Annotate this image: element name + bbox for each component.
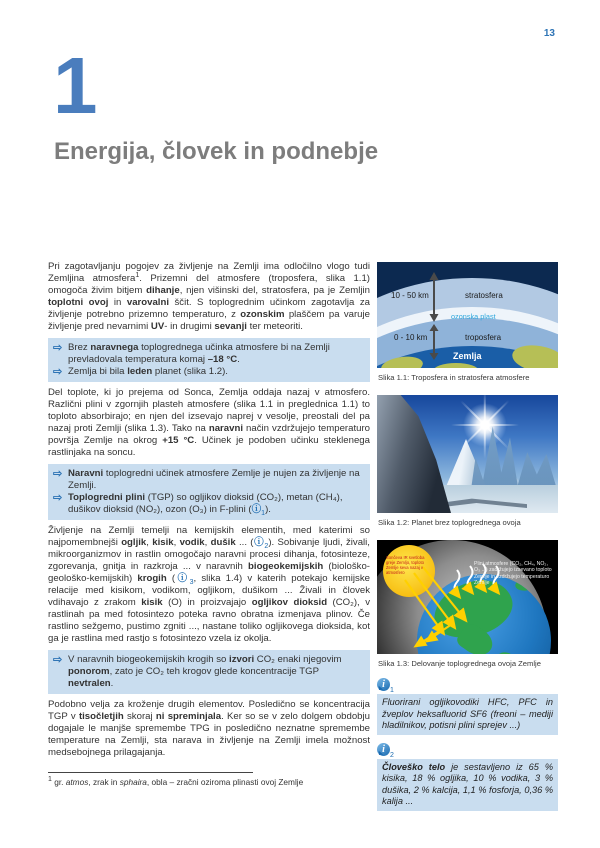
callout-box-2 [48,464,370,520]
info-box-2: Človeško telo je sestavljeno iz 65 % kisika, 18 % ogljika, 10 % vodika, 3 % dušika, 2 % kalcija, 1,1 % fosforja, 0,36 % kalija ... [377,759,558,811]
label-troposphere: troposfera [465,333,502,342]
page-number: 13 [543,28,555,39]
paragraph-1: Pri zagotavljanju pogojev za življenje na Zemlji ima odločilno vlogo tudi Zemljina atmosfera$^1$. Prizemni del atmosfere (troposfera, slika 1.1) omogoča živim bitjem dihanje, njen višinski del, stratosfera, pa je Zemljin toplotni ovoj in varovalni ščit. S toplogrednim učinkom zagotavlja za življenje potrebno prizemno temperaturo, z ozonskim plaščem pa varuje življenje pred nevarnimi UV- in drugimi sevanji ter meteoriti. [48,261,371,332]
range-arrow-icon [428,324,440,360]
info-subscript: 2 [390,751,394,759]
info-marker-2 [377,741,558,757]
callout-item [53,366,364,378]
callout-text: Naravni toplogredni učinek atmosfere Zemlje je nujen za življenje na Zemlji. [68,468,360,491]
footnote [48,772,370,788]
info-box-1: Fluorirani ogljikovodiki HFC, PFC in žveplov heksafluorid SF6 (freoni – mediji hladilnikov, potisni plini sprejev ...) [377,694,558,735]
callout-box-1 [48,338,370,382]
body-column [48,261,370,764]
info-icon: i [377,743,390,756]
figure-atmosphere-diagram [377,262,558,368]
footnote-text: $^1$ gr. atmos, zrak in sphaira, obla – zračni oziroma plinasti ovoj Zemlje [48,776,304,787]
callout-text: Toplogredni plini (TGP) so ogljikov dioksid (CO₂), metan (CH₄), dušikov dioksid (NO₂), ozon (O₃) in F-plini $(ⓘ_1)$. [68,492,343,517]
figure-caption-1-3: Slika 1.3: Delovanje toplogrednega ovoja Zemlje [378,659,541,668]
callout-item [53,492,364,516]
figure-caption-1-1: Slika 1.1: Troposfera in stratosfera atmosfere [378,373,530,382]
callout-item [53,342,364,366]
figure-caption-1-2: Slika 1.2: Planet brez toplogrednega ovoja [378,518,521,527]
footnote-rule [48,772,253,773]
arrow-bullet-icon: ⇨ [53,342,63,354]
label-troposphere-range: 0 - 10 km [394,333,428,342]
arrow-bullet-icon: ⇨ [53,468,63,480]
callout-text: Zemlja bi bila leden planet (slika 1.2). [68,366,228,377]
arrow-bullet-icon: ⇨ [53,366,63,378]
info-marker-1 [377,676,558,692]
callout-text: Brez naravnega toplogrednega učinka atmosfere bi na Zemlji prevladovala temperatura komaj –18 °C. [68,342,330,365]
label-stratosphere: stratosfera [465,291,503,300]
figure-column [377,262,558,817]
info-subscript: 1 [390,687,394,694]
paragraph-2: Del toplote, ki jo prejema od Sonca, Zemlja oddaja nazaj v atmosfero. Različni plini v zgornjih plasteh atmosfere (slika 1.1 in preglednica 1.1) to toploto absorbirajo; en njen del izsevajo naprej v vesolje, preostali del pa nazaj proti Zemlji (slika 1.3). Tako na naravni način vzdržujejo temperaturo površja Zemlje na okrog +15 °C. Učinek je podoben učinku steklenega rastlinjaka na soncu. [48,387,370,458]
paragraph-3: Življenje na Zemlji temelji na kemijskih elementih, med katerimi so najpomembnejši ogljik, kisik, vodik, dušik ... $(ⓘ_2)$. Sobivanje ljudi, živali, mikroorganizmov in rastlin omogočajo naravni procesi dihanja, fotosinteze, zgorevanja, gnitja in razkroja ... v naravnih biogeokemijskih (biološko-geološko-kemijskih) krogih ($ⓘ_3$, slika 1.4) v katerih potekajo kemijske relacije med kisikom, vodikom, ogljikom, dušikom ... Živali in človek vdihavajo z zrakom kisik (O) in proizvajajo ogljikov dioksid (CO₂), v rastlinah pa med fotosintezo poteka ravno obratna izmenjava plinov. Če rastlino sežgemo, pustimo zgniti ..., nastane toliko ogljikovega dioksida, kot ga je rastlina med rastjo s fotosintezo vzela iz okolja. [48,525,371,644]
arrow-bullet-icon: ⇨ [53,654,63,666]
label-earth: Zemlja [453,351,482,361]
label-stratosphere-range: 10 - 50 km [391,291,429,300]
info-icon: i [377,678,390,691]
gases-annotation: Plini atmosfere (CO₂, CH₄, NO₂, O₃ ...) zadržujejo izsevano toploto Zemlje in vzdržujejo temperaturo Zemlje [474,561,552,587]
arrow-bullet-icon: ⇨ [53,492,63,504]
figure-greenhouse-diagram [377,540,558,654]
label-ozone-layer: ozonska plast [451,312,496,321]
paragraph-4: Podobno velja za kroženje drugih elementov. Posledično se koncentracija TGP v tisočletjih skoraj ni spreminjala. Ker so se v zelo dolgem obdobju dogajale le manjše spremembe TPG in posledično neznatne spremembe temperature na Zemlji, sta narava in življenje na Zemlji imela možnost medsebojnega prilagajanja. [48,699,370,758]
sun-annotation: Sončeva IR svetloba greje Zemljo, toploto Zemlje seva nazaj v atmosfero [386,555,425,575]
callout-text: V naravnih biogeokemijskih krogih so izvori CO₂ enaki njegovim ponorom, zato je CO₂ teh krogov glede koncentracije TGP nevtralen. [68,654,342,689]
figure-frozen-planet-photo [377,395,558,513]
chapter-number: 1 [53,41,98,130]
range-arrow-icon [428,272,440,322]
chapter-title: Energija, človek in podnebje [54,138,379,165]
callout-item [53,654,364,690]
callout-box-3 [48,650,370,694]
callout-item [53,468,364,492]
